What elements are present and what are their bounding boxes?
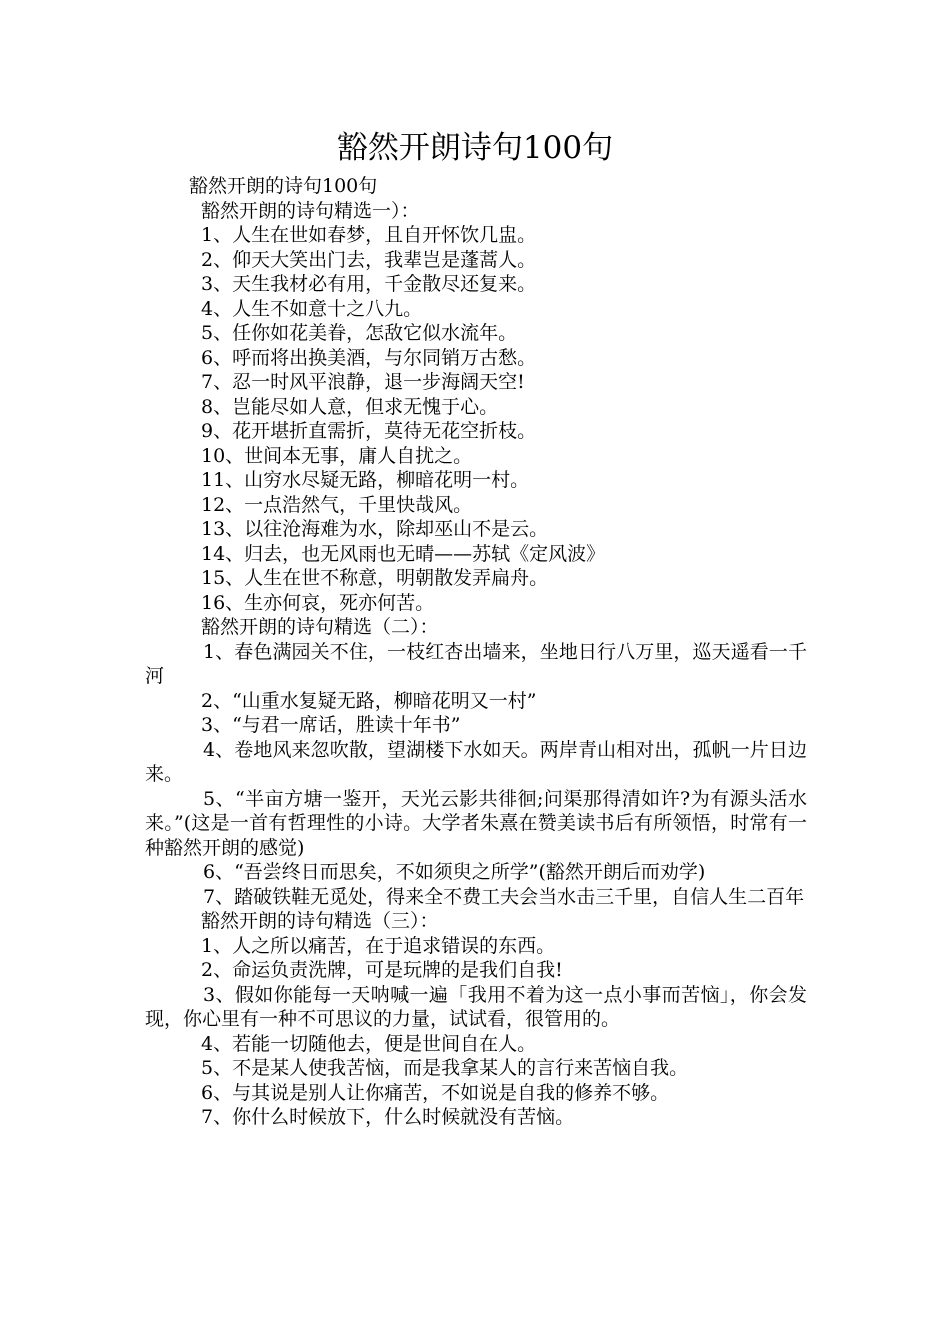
document-title: 豁然开朗诗句100句 bbox=[336, 130, 614, 166]
list-item: 11、山穷水尽疑无路，柳暗花明一村。 bbox=[201, 469, 530, 491]
list-item: 14、归去，也无风雨也无晴——苏轼《定风波》 bbox=[201, 542, 606, 565]
list-item: 6、与其说是别人让你痛苦，不如说是自我的修养不够。 bbox=[201, 1081, 670, 1104]
list-item: 10、世间本无事，庸人自扰之。 bbox=[201, 444, 473, 467]
list-item: 7、你什么时候放下，什么时候就没有苦恼。 bbox=[201, 1106, 575, 1128]
section-heading: 豁然开朗的诗句精选（二）： bbox=[201, 616, 439, 638]
list-item: 6、“吾尝终日而思矣，不如须臾之所学”(豁然开朗后而劝学) bbox=[203, 861, 706, 883]
list-item: 4、人生不如意十之八九。 bbox=[201, 297, 423, 320]
list-item: 1、人生在世如春梦，且自开怀饮几盅。 bbox=[201, 224, 537, 246]
list-item: 1、春色满园关不住，一枝红杏出墙来，坐地日行八万里，巡天遥看一千河 bbox=[145, 640, 807, 687]
section-heading: 豁然开朗的诗句精选一）： bbox=[201, 199, 420, 222]
list-item: 1、人之所以痛苦，在于追求错误的东西。 bbox=[201, 934, 556, 957]
list-item: 8、岂能尽如人意，但求无愧于心。 bbox=[201, 395, 499, 418]
list-item: 12、一点浩然气，千里快哉风。 bbox=[201, 493, 473, 516]
section-heading: 豁然开朗的诗句精选（三）： bbox=[201, 910, 439, 932]
list-item: 2、“山重水复疑无路，柳暗花明又一村” bbox=[201, 689, 537, 712]
list-item: 7、忍一时风平浪静，退一步海阔天空! bbox=[201, 371, 525, 393]
list-item: 13、以往沧海难为水，除却巫山不是云。 bbox=[201, 518, 549, 540]
list-item: 7、踏破铁鞋无觅处，得来全不费工夫会当水击三千里，自信人生二百年 bbox=[203, 885, 805, 908]
list-item: 2、仰天大笑出门去，我辈岂是蓬蒿人。 bbox=[201, 248, 537, 271]
list-item: 15、人生在世不称意，明朝散发弄扁舟。 bbox=[201, 567, 549, 589]
list-item: 6、呼而将出换美酒，与尔同销万古愁。 bbox=[201, 346, 537, 369]
list-item: 3、天生我材必有用，千金散尽还复来。 bbox=[201, 273, 537, 295]
document-body bbox=[145, 174, 807, 1130]
list-item: 5、任你如花美眷，怎敌它似水流年。 bbox=[201, 322, 518, 344]
list-item: 2、命运负责洗牌，可是玩牌的是我们自我! bbox=[201, 959, 563, 981]
list-item: 3、假如你能每一天呐喊一遍「我用不着为这一点小事而苦恼」，你会发现，你心里有一种不可思议的力量，试试看，很管用的。 bbox=[145, 983, 807, 1030]
list-item: 16、生亦何哀，死亦何苦。 bbox=[201, 591, 435, 614]
document-subtitle: 豁然开朗的诗句100句 bbox=[189, 175, 378, 197]
list-item: 4、卷地风来忽吹散，望湖楼下水如天。两岸青山相对出，孤帆一片日边来。 bbox=[145, 738, 807, 785]
list-item: 5、“半亩方塘一鉴开，天光云影共徘徊;问渠那得清如许?为有源头活水来。”(这是一首有哲理性的小诗。大学者朱熹在赞美读书后有所领悟，时常有一种豁然开朗的感觉) bbox=[145, 787, 807, 859]
list-item: 4、若能一切随他去，便是世间自在人。 bbox=[201, 1032, 537, 1055]
list-item: 3、“与君一席话，胜读十年书” bbox=[201, 714, 461, 736]
list-item: 9、花开堪折直需折，莫待无花空折枝。 bbox=[201, 420, 537, 442]
list-item: 5、不是某人使我苦恼，而是我拿某人的言行来苦恼自我。 bbox=[201, 1057, 689, 1079]
